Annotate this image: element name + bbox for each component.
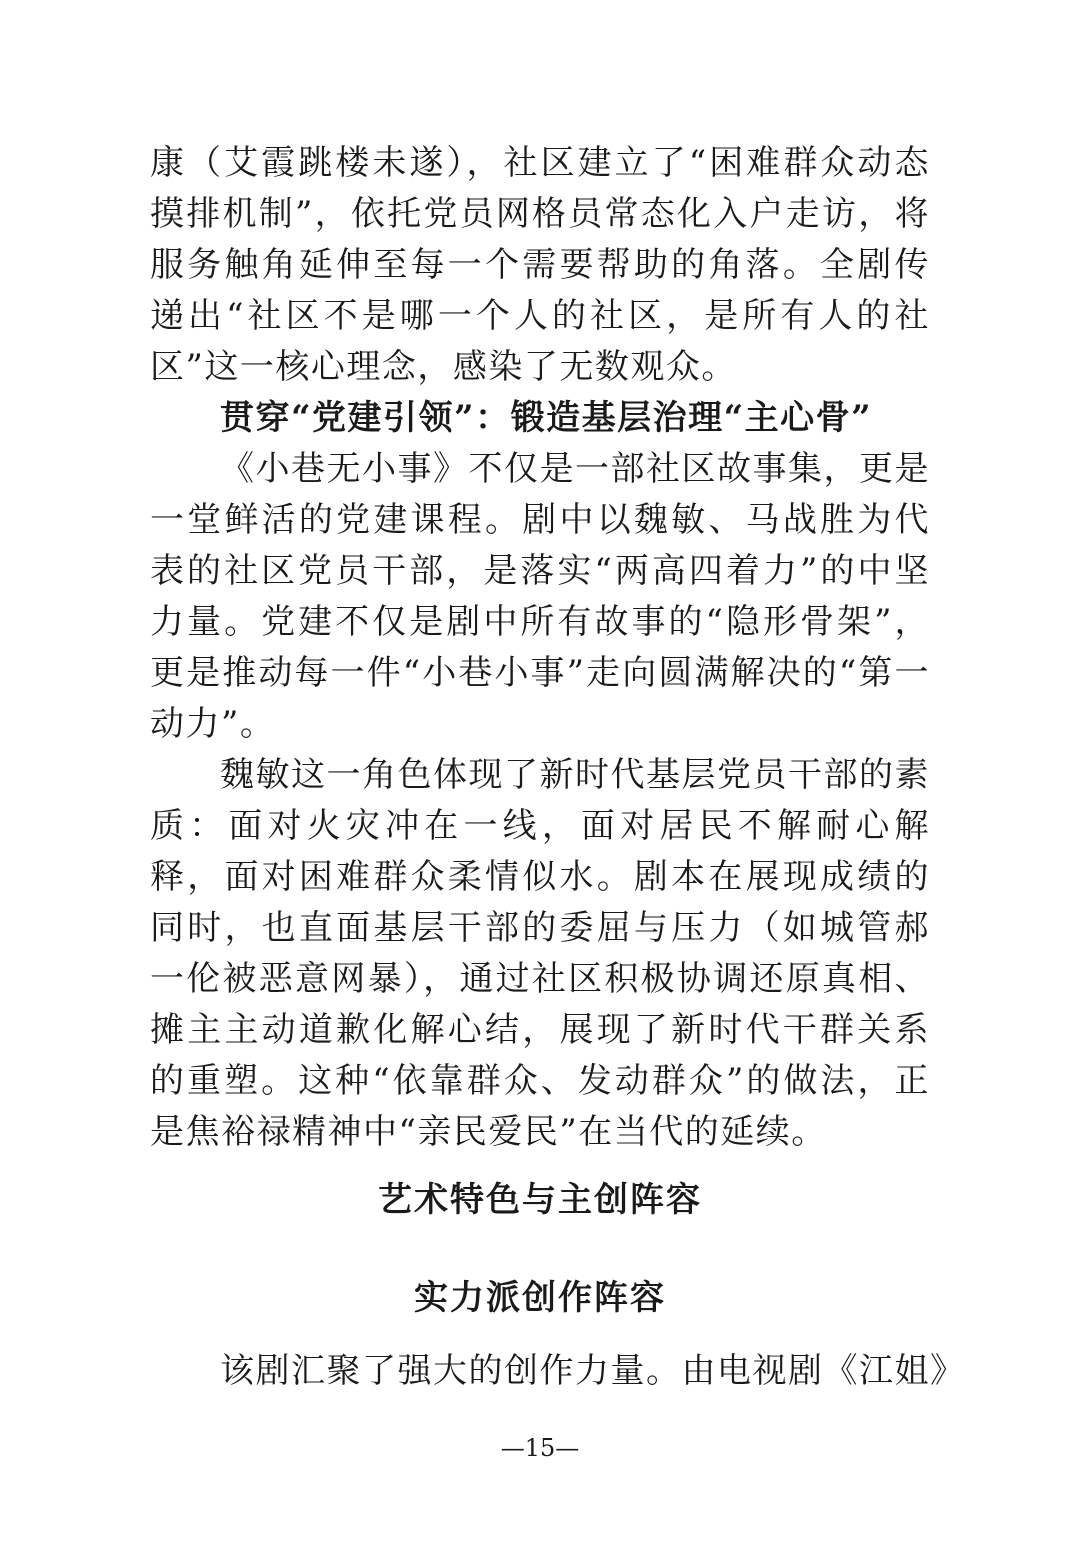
body-text	[150, 138, 930, 1158]
paragraph-creative-team: 该剧汇聚了强大的创作力量。由电视剧《江姐》	[220, 1351, 966, 1391]
paragraph-subheading: 贯穿“党建引领”：锻造基层治理“主心骨”	[220, 398, 873, 438]
paragraph-party-building: 《小巷无小事》不仅是一部社区故事集，更是一堂鲜活的党建课程。剧中以魏敏、马战胜为代表的社区党员干部，是落实“两高四着力”的中坚力量。党建不仅是剧中所有故事的“隐形骨架”，更是推动每一件“小巷小事”走向圆满解决的“第一动力”。	[150, 449, 930, 744]
sub-title: 实力派创作阵容	[414, 1278, 666, 1318]
section-title: 艺术特色与主创阵容	[378, 1180, 702, 1220]
paragraph-continued: 康（艾霞跳楼未遂），社区建立了“困难群众动态摸排机制”，依托党员网格员常态化入户走访，将服务触角延伸至每一个需要帮助的角落。全剧传递出“社区不是哪一个人的社区，是所有人的社区”这一核心理念，感染了无数观众。	[150, 143, 930, 387]
paragraph-weimin: 魏敏这一角色体现了新时代基层党员干部的素质：面对火灾冲在一线，面对居民不解耐心解释，面对困难群众柔情似水。剧本在展现成绩的同时，也直面基层干部的委屈与压力（如城管郝一伦被恶意网暴），通过社区积极协调还原真相、摊主主动道歉化解心结，展现了新时代干群关系的重塑。这种“依靠群众、发动群众”的做法，正是焦裕禄精神中“亲民爱民”在当代的延续。	[150, 755, 930, 1152]
page-number: —15—	[500, 1434, 580, 1462]
